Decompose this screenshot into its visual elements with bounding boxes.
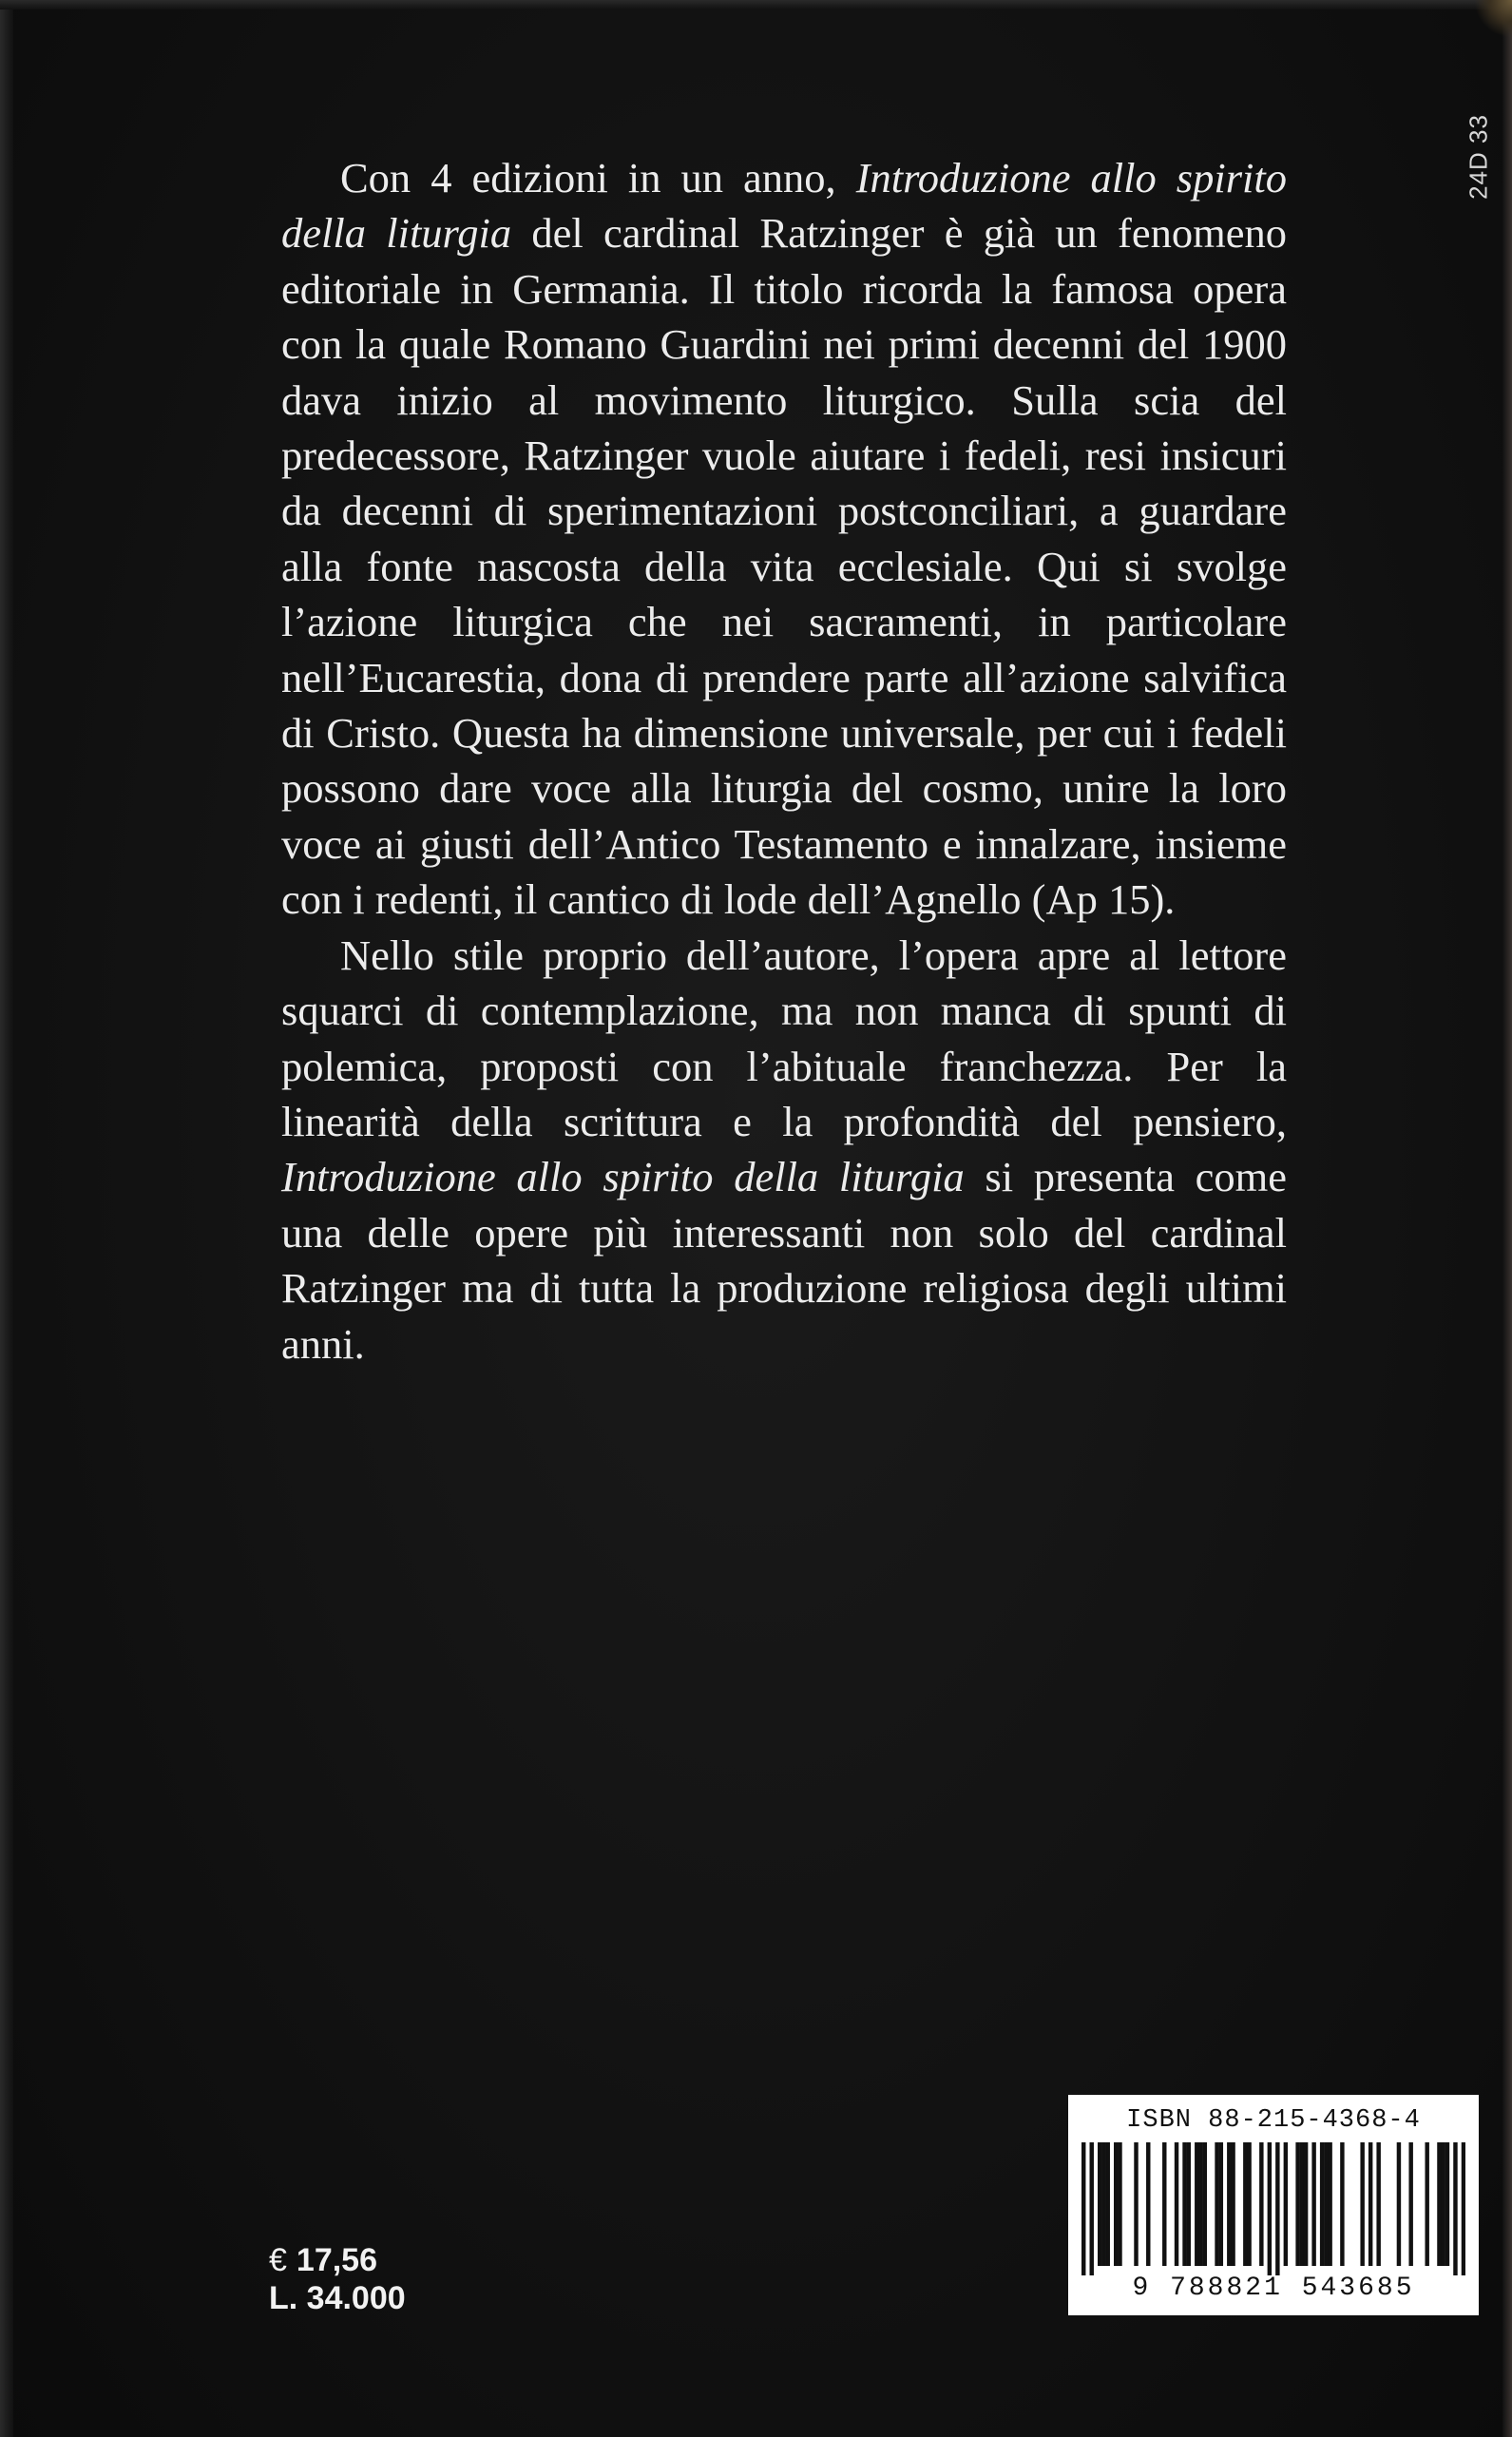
barcode-bar bbox=[1340, 2142, 1344, 2266]
barcode-bar bbox=[1162, 2142, 1166, 2266]
blurb-p2-text-a: Nello stile proprio dell’autore, l’opera apre al lettore squarci di contemplazione, ma non manca di spunti di polemica, proposti con l’abituale franchezza. Per la linearità della scrittura e la profondità del pensiero, bbox=[281, 931, 1287, 1145]
barcode-bar bbox=[1198, 2142, 1202, 2266]
barcode-bar bbox=[1304, 2142, 1308, 2266]
barcode-bar bbox=[1284, 2142, 1288, 2266]
barcode-bar bbox=[1175, 2142, 1178, 2266]
barcode-bar bbox=[1295, 2142, 1299, 2266]
barcode-bar bbox=[1453, 2142, 1457, 2275]
barcode-bar bbox=[1397, 2142, 1401, 2266]
price-euro-row bbox=[269, 2241, 406, 2279]
blurb-paragraph-2 bbox=[281, 928, 1287, 1372]
corner-wear bbox=[1474, 0, 1512, 38]
barcode-bar bbox=[1360, 2142, 1364, 2266]
barcode-bar bbox=[1195, 2142, 1198, 2266]
barcode-bar bbox=[1146, 2142, 1150, 2266]
barcode-bar bbox=[1215, 2142, 1218, 2266]
barcode-panel bbox=[1068, 2095, 1479, 2315]
barcode-bar bbox=[1275, 2142, 1279, 2275]
barcode-bar bbox=[1300, 2142, 1304, 2266]
barcode-bar bbox=[1187, 2142, 1191, 2266]
price-euro: 17,56 bbox=[296, 2242, 378, 2278]
barcode-bar bbox=[1311, 2142, 1315, 2266]
barcode-bar bbox=[1408, 2142, 1412, 2266]
barcode-bar bbox=[1134, 2142, 1138, 2266]
barcode-bar bbox=[1247, 2142, 1251, 2266]
barcode-bars bbox=[1081, 2142, 1465, 2275]
barcode-bar bbox=[1114, 2142, 1118, 2266]
barcode-bar bbox=[1081, 2142, 1085, 2275]
ean-number: 9 788821 543685 bbox=[1132, 2274, 1415, 2303]
blurb-p2-text-b: si presenta come una delle opere più interessanti non solo del cardinal Ratzinger ma di tutta la produzione religiosa degli ultimi anni. bbox=[281, 1153, 1287, 1368]
barcode-bar bbox=[1441, 2142, 1445, 2266]
barcode-bar bbox=[1243, 2142, 1247, 2266]
blurb-p1-text-b: del cardinal Ratzinger è già un fenomeno editoriale in Germania. Il titolo ricorda la famosa opera con la quale Romano Guardini nei primi decenni del 1900 dava inizio al movimento liturgico. Sulla scia del predecessore, Ratzinger vuole aiutare i fedeli, resi insicuri da decenni di sperimentazioni postconciliari, a guardare alla fonte nascosta della vita ecclesiale. Qui si svolge l’azione liturgica che nei sacramenti, in particolare nell’Eucarestia, dona di prendere parte all’azione salvifica di Cristo. Questa ha dimensione universale, per cui i fedeli possono dare voce alla liturgia del cosmo, unire la loro voce ai giusti dell’Antico Testamento e innalzare, insieme con i redenti, il cantico di lode dell’Agnello (Ap 15). bbox=[281, 209, 1287, 924]
barcode-bar bbox=[1425, 2142, 1428, 2266]
barcode-bar bbox=[1324, 2142, 1328, 2266]
blurb-p2-book-title: Introduzione allo spirito della liturgia bbox=[281, 1153, 965, 1201]
barcode-bar bbox=[1320, 2142, 1324, 2266]
barcode-bar bbox=[1090, 2142, 1094, 2275]
barcode-bar bbox=[1445, 2142, 1449, 2266]
barcode-bar bbox=[1231, 2142, 1234, 2266]
cover-edge-left bbox=[0, 0, 13, 2437]
cover-edge-top bbox=[0, 0, 1512, 10]
barcode-bar bbox=[1219, 2142, 1223, 2266]
blurb-text bbox=[281, 150, 1287, 1372]
barcode-bar bbox=[1268, 2142, 1272, 2275]
price-lire: L. 34.000 bbox=[269, 2280, 406, 2316]
barcode-bar bbox=[1098, 2142, 1101, 2266]
barcode-bar bbox=[1227, 2142, 1231, 2266]
barcode-bar bbox=[1437, 2142, 1441, 2266]
blurb-paragraph-1 bbox=[281, 150, 1287, 928]
barcode-bar bbox=[1259, 2142, 1263, 2266]
cover-edge-right bbox=[1502, 0, 1512, 2437]
barcode-bar bbox=[1182, 2142, 1186, 2266]
barcode-bar bbox=[1203, 2142, 1207, 2266]
barcode-bar bbox=[1376, 2142, 1380, 2266]
catalog-code: 24D 33 bbox=[1464, 114, 1493, 200]
isbn-label: ISBN 88-215-4368-4 bbox=[1126, 2106, 1421, 2135]
barcode-bar bbox=[1462, 2142, 1465, 2275]
barcode-bar bbox=[1101, 2142, 1105, 2266]
euro-symbol: € bbox=[269, 2242, 287, 2278]
barcode-bar bbox=[1106, 2142, 1110, 2266]
blurb-p1-text-a: Con 4 edizioni in un anno, bbox=[340, 154, 856, 201]
blurb-p1-book-title: Introduzione allo spirito della liturgia bbox=[281, 154, 1287, 258]
price-block bbox=[269, 2241, 406, 2317]
barcode-bar bbox=[1328, 2142, 1331, 2266]
barcode-bar bbox=[1118, 2142, 1121, 2266]
barcode-bar bbox=[1368, 2142, 1372, 2266]
